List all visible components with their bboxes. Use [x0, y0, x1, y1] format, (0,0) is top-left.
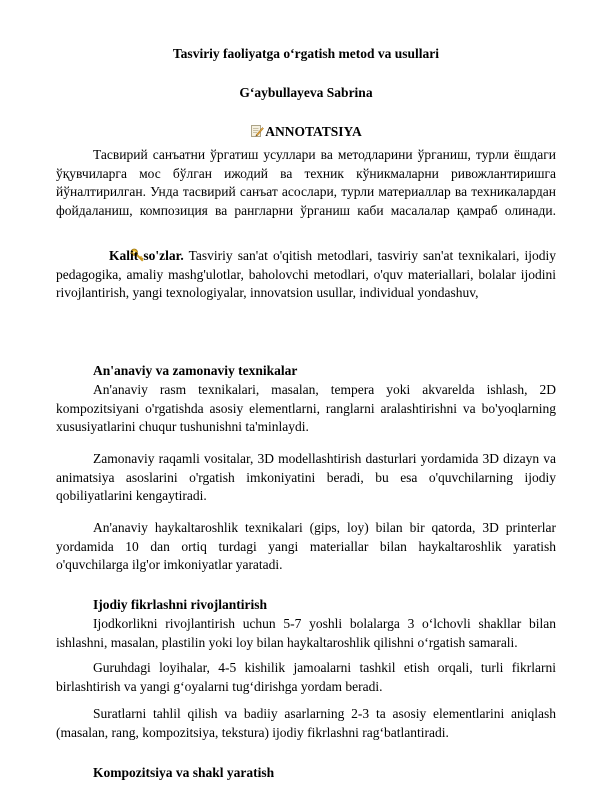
- section-heading: Kompozitsiya va shakl yaratish: [93, 765, 275, 780]
- paragraph: Guruhdagi loyihalar, 4-5 kishilik jamoalarni tashkil etish orqali, turli fikrlarni birlashtirish va yangi g‘oyalarni tug‘dirishga yordam beradi.: [56, 660, 556, 694]
- paragraph: Suratlarni tahlil qilish va badiiy asarlarning 2-3 ta asosiy elementlarini aniqlash (masalan, rang, kompozitsiya, tekstura) ijodiy fikrlashni rag‘batlantiradi.: [56, 706, 556, 740]
- section-heading: Ijodiy fikrlashni rivojlantirish: [93, 597, 268, 612]
- annotation-heading: [0, 124, 612, 140]
- paragraph: An'anaviy rasm texnikalari, masalan, tempera yoki akvarelda ishlash, 2D kompozitsiyani o'rgatishda asosiy elementlarni, ranglarni aralashtirishni va bo'yoqlarning xususiyatlarini chuqur tushunishni ta'minlaydi.: [56, 382, 556, 434]
- section-heading: An'anaviy va zamonaviy texnikalar: [93, 363, 298, 378]
- keywords-label: Kalit so'zlar.: [109, 248, 184, 263]
- annotation-heading-text: ANNOTATSIYA: [265, 124, 362, 139]
- keywords-text: Tasviriy san'at o'qitish metodlari, tasviriy san'at texnikalari, ijodiy pedagogika, amaliy mashg'ulotlar, baholovchi metodlari, o'quv materiallari, bolalar ijodini rivojlantirish, yangi texnologiyalar, innovatsion usullar, individual yondashuv,: [56, 248, 556, 300]
- paragraph: Zamonaviy raqamli vositalar, 3D modellashtirish dasturlari yordamida 3D dizayn va animatsiya asoslarini o'rgatish imkoniyatini beradi, bu esa o'quvchilarning ijodiy qobiliyatlarini kengaytiradi.: [56, 451, 556, 503]
- keywords-paragraph: [56, 247, 556, 303]
- paragraph: An'anaviy haykaltaroshlik texnikalari (gips, loy) bilan bir qatorda, 3D printerlar yordamida 10 dan ortiq turdagi yangi materiallar bilan haykaltaroshlik yaratish o'quvchilarga ilg'or imkoniyatlar yaratadi.: [56, 520, 556, 572]
- paragraph: Ijodkorlikni rivojlantirish uchun 5-7 yoshli bolalarga 3 o‘lchovli shakllar bilan ishlashni, masalan, plastilin yoki loy bilan haykaltaroshlik qilishni o‘rgatish samarali.: [56, 616, 556, 650]
- key-icon: [93, 248, 107, 262]
- memo-icon: [250, 124, 264, 138]
- annotation-text: Тасвирий санъатни ўргатиш усуллари ва методларини ўрганиш, турли ёшдаги ўқувчиларга мос бўлган ижодий ва техник кўникмаларни ривожлантиришга йўналтирилган. Унда тасвирий санъат асослари, турли материаллар ва техникалардан фойдаланиш, композиция ва рангларни ўрганиш каби масалалар қамраб олинади.: [56, 147, 556, 218]
- document-author: G‘aybullayeva Sabrina: [239, 85, 373, 100]
- document-title: Tasviriy faoliyatga o‘rgatish metod va usullari: [172, 46, 440, 61]
